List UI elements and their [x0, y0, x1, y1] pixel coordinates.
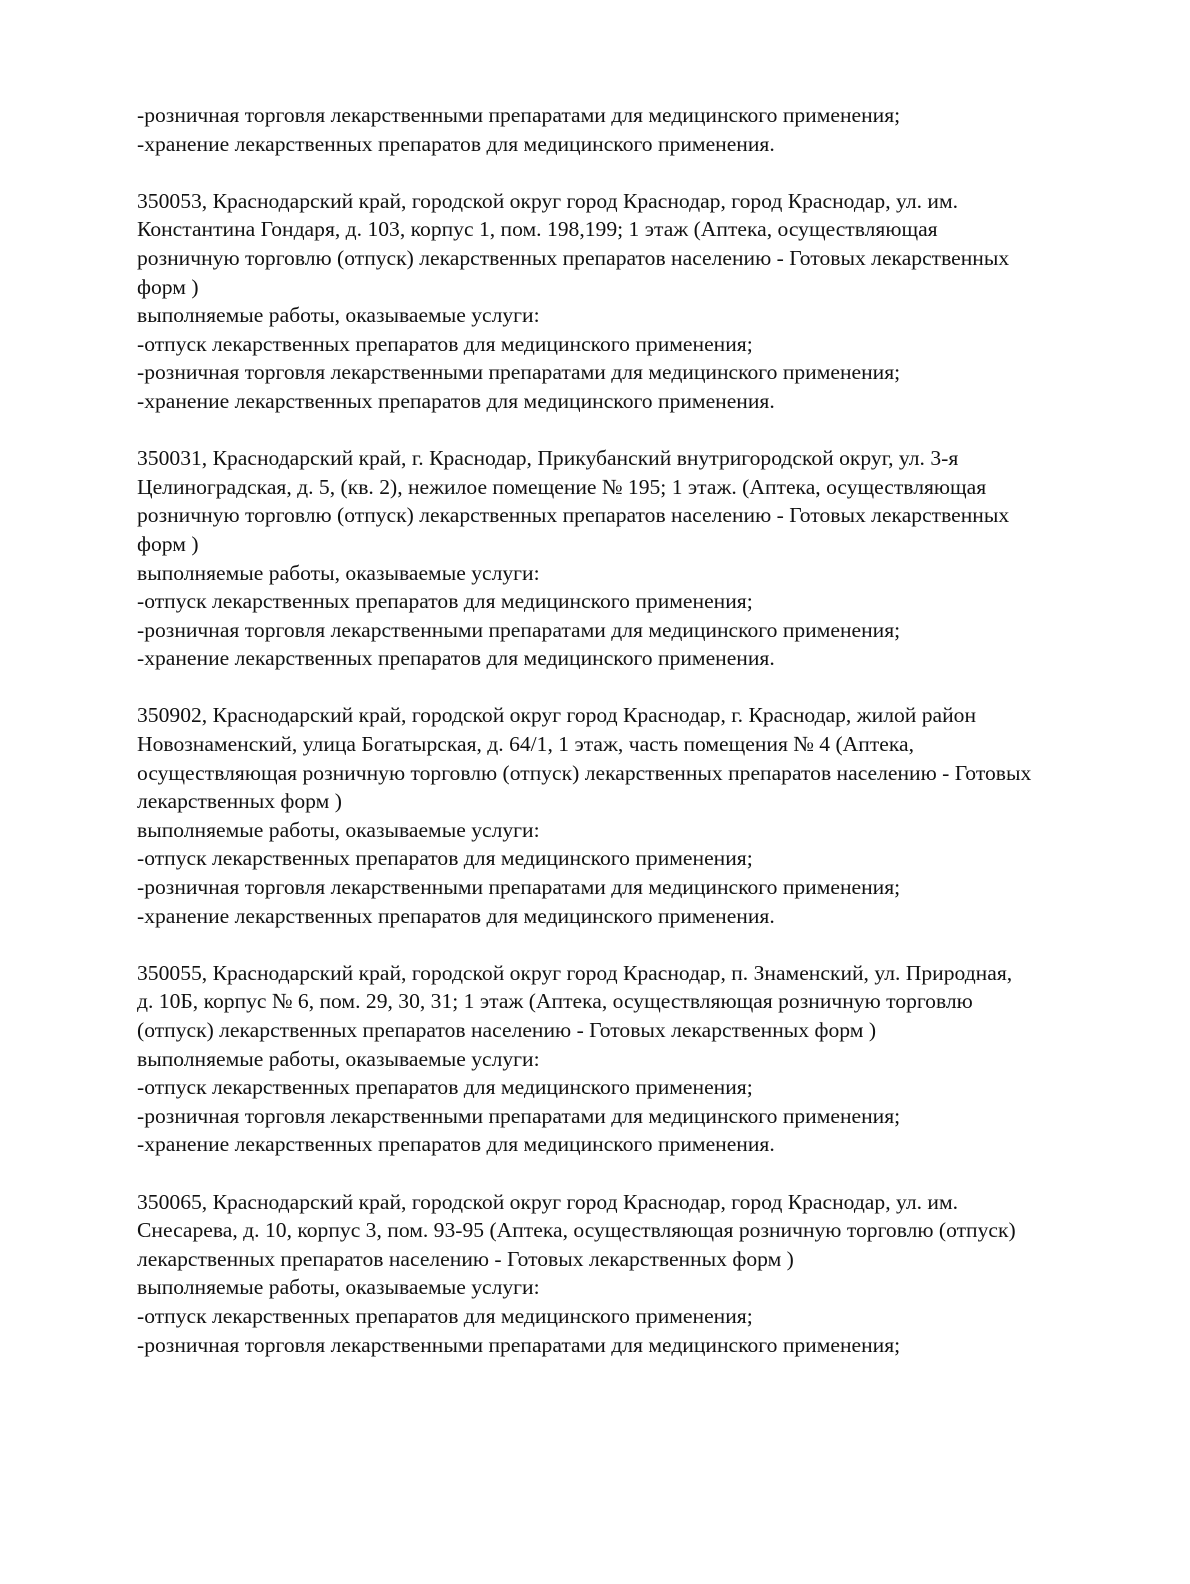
services-heading: выполняемые работы, оказываемые услуги: — [137, 560, 540, 585]
address-line: лекарственных форм ) — [137, 789, 342, 814]
service-line: -хранение лекарственных препаратов для медицинского применения. — [137, 646, 775, 671]
address-line: Снесарева, д. 10, корпус 3, пом. 93-95 (Аптека, осуществляющая розничную торговлю (отпуск) — [137, 1218, 1016, 1243]
address-line: Константина Гондаря, д. 103, корпус 1, пом. 198,199; 1 этаж (Аптека, осуществляющая — [137, 217, 938, 242]
intro-section — [137, 101, 1127, 158]
address-block — [137, 1188, 1127, 1360]
service-line: -отпуск лекарственных препаратов для медицинского применения; — [137, 1303, 753, 1328]
service-line: -хранение лекарственных препаратов для медицинского применения. — [137, 1132, 775, 1157]
services-heading: выполняемые работы, оказываемые услуги: — [137, 817, 540, 842]
service-line: -хранение лекарственных препаратов для медицинского применения. — [137, 903, 775, 928]
services-heading: выполняемые работы, оказываемые услуги: — [137, 303, 540, 328]
address-line: розничную торговлю (отпуск) лекарственных препаратов населению - Готовых лекарственных — [137, 245, 1010, 270]
address-line: 350902, Краснодарский край, городской округ город Краснодар, г. Краснодар, жилой район — [137, 703, 977, 728]
service-line: -розничная торговля лекарственными препаратами для медицинского применения; — [137, 875, 901, 900]
address-line: 350031, Краснодарский край, г. Краснодар, Прикубанский внутригородской округ, ул. 3-я — [137, 446, 959, 471]
service-line: -отпуск лекарственных препаратов для медицинского применения; — [137, 331, 753, 356]
services-heading: выполняемые работы, оказываемые услуги: — [137, 1046, 540, 1071]
service-line: -розничная торговля лекарственными препаратами для медицинского применения; — [137, 1103, 901, 1128]
service-line: -розничная торговля лекарственными препаратами для медицинского применения; — [137, 617, 901, 642]
address-line: Целиноградская, д. 5, (кв. 2), нежилое помещение № 195; 1 этаж. (Аптека, осуществляющая — [137, 474, 987, 499]
address-block — [137, 187, 1127, 416]
address-line: (отпуск) лекарственных препаратов населению - Готовых лекарственных форм ) — [137, 1018, 877, 1042]
address-line: форм ) — [137, 531, 199, 556]
service-line: -хранение лекарственных препаратов для медицинского применения. — [137, 131, 775, 156]
service-line: -розничная торговля лекарственными препаратами для медицинского применения; — [137, 1332, 901, 1357]
address-line: д. 10Б, корпус № 6, пом. 29, 30, 31; 1 этаж (Аптека, осуществляющая розничную торговлю — [137, 989, 973, 1014]
service-line: -отпуск лекарственных препаратов для медицинского применения; — [137, 846, 753, 871]
address-line: лекарственных препаратов населению - Готовых лекарственных форм ) — [137, 1246, 794, 1271]
address-block — [137, 701, 1127, 930]
document-page — [137, 101, 1127, 1359]
address-line: 350065, Краснодарский край, городской округ город Краснодар, город Краснодар, ул. им. — [137, 1189, 959, 1214]
address-line: форм ) — [137, 274, 199, 299]
address-line: розничную торговлю (отпуск) лекарственных препаратов населению - Готовых лекарственных — [137, 503, 1010, 528]
services-heading: выполняемые работы, оказываемые услуги: — [137, 1275, 540, 1300]
address-block — [137, 959, 1127, 1159]
service-line: -отпуск лекарственных препаратов для медицинского применения; — [137, 589, 753, 614]
address-line: Новознаменский, улица Богатырская, д. 64/1, 1 этаж, часть помещения № 4 (Аптека, — [137, 732, 914, 757]
address-line: 350053, Краснодарский край, городской округ город Краснодар, город Краснодар, ул. им. — [137, 188, 959, 213]
service-line: -хранение лекарственных препаратов для медицинского применения. — [137, 388, 775, 413]
service-line: -отпуск лекарственных препаратов для медицинского применения; — [137, 1075, 753, 1100]
address-block — [137, 444, 1127, 673]
address-line: осуществляющая розничную торговлю (отпуск) лекарственных препаратов населению - Готовых — [137, 760, 1032, 785]
address-line: 350055, Краснодарский край, городской округ город Краснодар, п. Знаменский, ул. Природная, — [137, 960, 1013, 985]
service-line: -розничная торговля лекарственными препаратами для медицинского применения; — [137, 103, 901, 127]
service-line: -розничная торговля лекарственными препаратами для медицинского применения; — [137, 360, 901, 385]
